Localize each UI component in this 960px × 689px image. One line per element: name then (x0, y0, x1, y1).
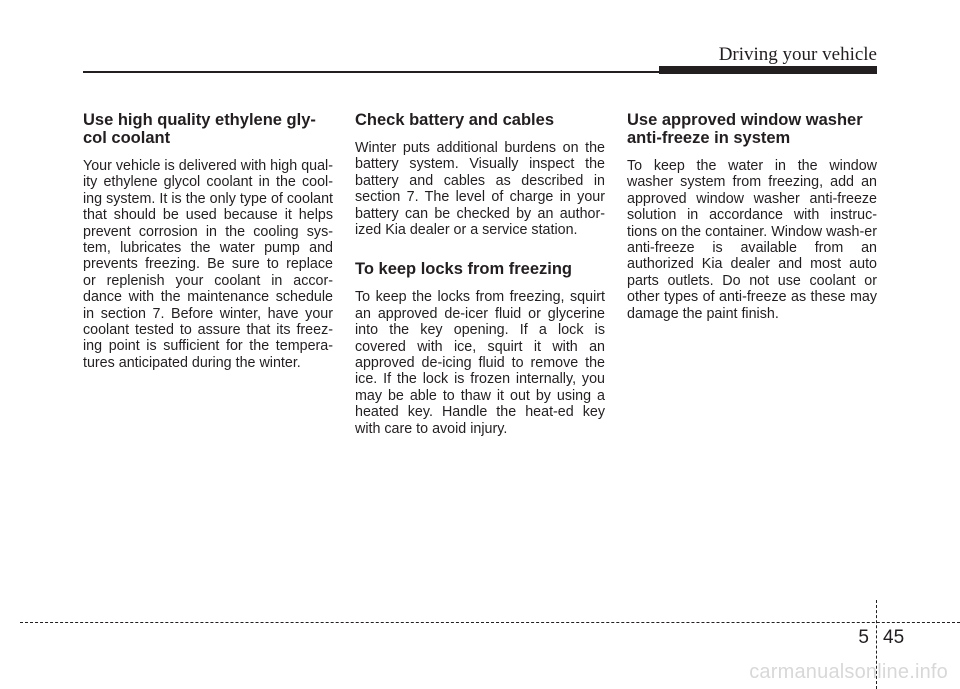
section-heading: To keep locks from freezing (355, 260, 572, 279)
running-header-title: Driving your vehicle (718, 44, 877, 65)
section-body: Your vehicle is delivered with high qual-ity ethylene glycol coolant in the cool-ing system. It is the only type of coolant that should be used because it helps prevent corrosion in the cooling sys-tem, lubricates the water pump and prevents freezing. Be sure to replace or replenish your coolant in accor-dance with the maintenance schedule in section 7. Before winter, have your coolant tested to assure that its freez-ing point is sufficient for the tempera-tures anticipated during the winter. (83, 158, 333, 371)
chapter-number: 5 (858, 627, 869, 648)
column-3 (627, 111, 877, 322)
column-1 (83, 111, 333, 371)
header-rule (83, 71, 661, 73)
header-rule-bar (659, 66, 877, 74)
section-heading: Use high quality ethylene gly- col coolant (83, 111, 316, 147)
column-2 (355, 111, 605, 437)
page-number: 45 (883, 627, 905, 648)
section-body: To keep the locks from freezing, squirt an approved de-icer fluid or glycerine into the key opening. If a lock is covered with ice, squirt it with an approved de-icing fluid to remove the ice. If the lock is frozen internally, you may be able to thaw it out by using a heated key. Handle the heat-ed key with care to avoid injury. (355, 289, 605, 437)
section-locks (355, 260, 605, 437)
section-body: Winter puts additional burdens on the battery system. Visually inspect the battery and cables as described in section 7. The level of charge in your battery can be checked by an author-ized Kia dealer or a service station. (355, 140, 605, 239)
watermark: carmanualsonline.info (749, 661, 948, 683)
section-heading: Check battery and cables (355, 111, 554, 129)
section-heading: Use approved window washer anti-freeze in system (627, 111, 863, 147)
section-battery (355, 111, 605, 238)
section-coolant (83, 111, 333, 371)
section-washer (627, 111, 877, 322)
section-body: To keep the water in the window washer system from freezing, add an approved window washer anti-freeze solution in accordance with instruc-tions on the container. Window wash-er anti-freeze is available from an authorized Kia dealer and most auto parts outlets. Do not use coolant or other types of anti-freeze as these may damage the paint finish. (627, 158, 877, 322)
footer-rule (20, 622, 960, 623)
